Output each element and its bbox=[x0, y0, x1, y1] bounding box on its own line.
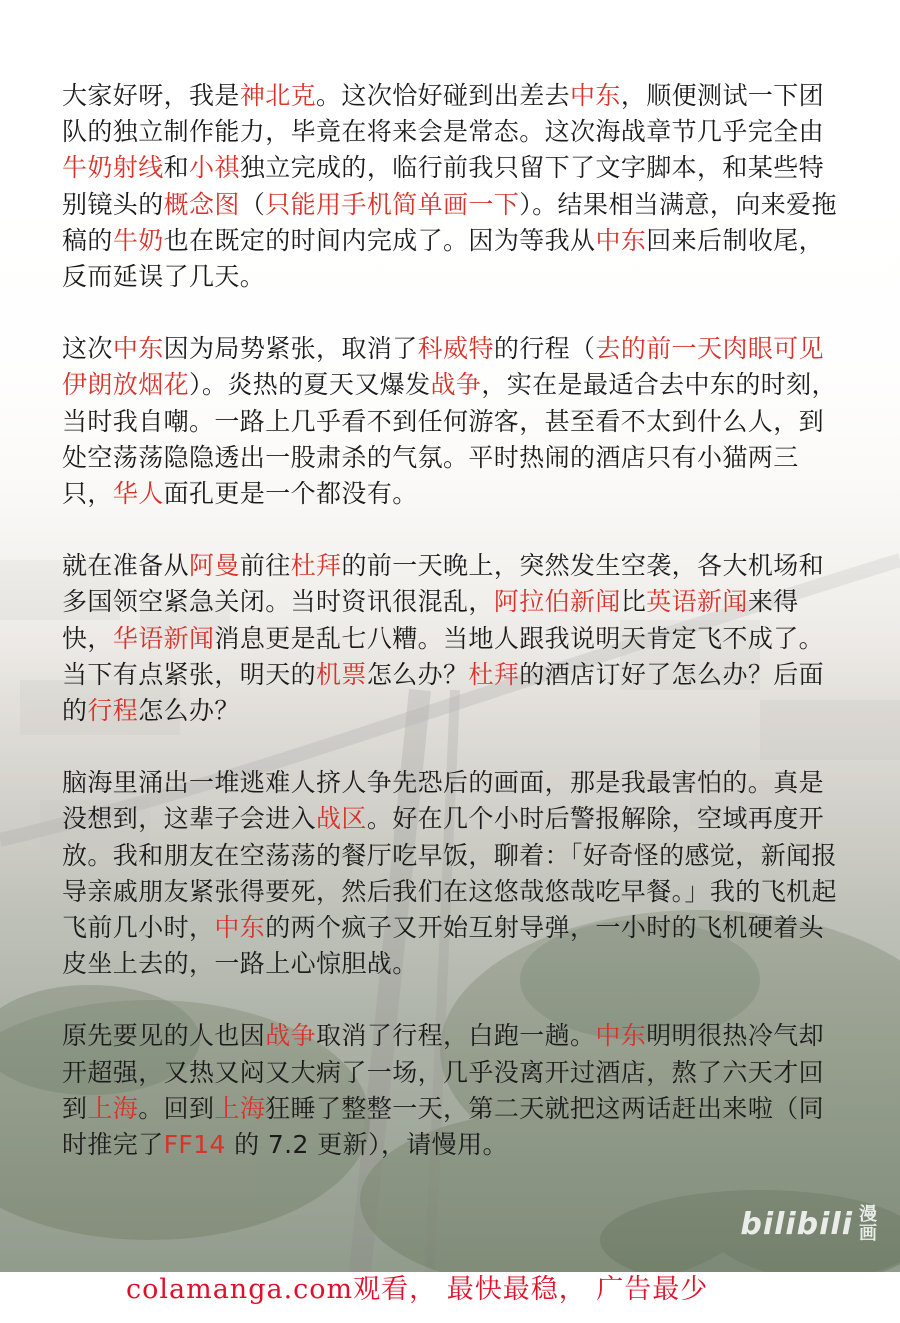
paragraph-2 bbox=[62, 331, 838, 512]
paragraph-1 bbox=[62, 78, 838, 295]
logo-wordmark: bilibili bbox=[740, 1206, 853, 1242]
text-segment: ，顺便测试一下团队的独立制作能力，毕竟在将来会是常态。这次海战章节几乎完全由 bbox=[62, 81, 825, 147]
text-segment: （ bbox=[239, 189, 266, 219]
text-segment: ）。炎热的夏天又爆发 bbox=[189, 370, 431, 400]
footer-ad-text: colamanga.com观看， 最快最稳， 广告最少 bbox=[126, 1274, 709, 1305]
highlighted-term: 华语新闻 bbox=[112, 623, 215, 653]
text-segment: 比 bbox=[620, 587, 647, 617]
logo-sub-2: 画 bbox=[859, 1223, 878, 1244]
highlighted-term: 概念图 bbox=[163, 189, 240, 219]
highlighted-term: 杜拜 bbox=[290, 551, 342, 581]
text-segment: 来得快， bbox=[62, 587, 799, 653]
text-segment: ）。结果相当满意，向来爱拖稿的 bbox=[62, 189, 837, 255]
afterword-text bbox=[62, 78, 838, 1199]
highlighted-term: 科威特 bbox=[417, 334, 494, 364]
paragraph-5 bbox=[62, 1018, 838, 1163]
highlighted-term: 中东 bbox=[112, 334, 164, 364]
text-segment: 因为局势紧张，取消了 bbox=[163, 334, 418, 364]
highlighted-term: 阿拉伯新闻 bbox=[493, 587, 621, 617]
highlighted-term: 机票 bbox=[316, 659, 367, 689]
text-segment: 的酒店订好了怎么办？后面的 bbox=[62, 659, 825, 726]
text-segment: 取消了行程，白跑一趟。 bbox=[316, 1021, 596, 1051]
text-segment: 回来后制收尾，反而延误了几天。 bbox=[62, 225, 825, 292]
bilibili-manga-logo bbox=[740, 1205, 878, 1243]
highlighted-term: 英语新闻 bbox=[646, 587, 748, 617]
text-segment: 就在准备从 bbox=[62, 551, 190, 581]
text-segment: 怎么办？ bbox=[138, 696, 240, 726]
highlighted-term: 阿曼 bbox=[189, 551, 240, 581]
highlighted-term: 中东 bbox=[214, 913, 266, 943]
highlighted-term: 小祺 bbox=[189, 153, 240, 183]
text-segment: 。好在几个小时后警报解除，空域再度开放。我和朋友在空荡荡的餐厅吃早饭，聊着：「好奇怪的感觉，新闻报导亲戚朋友紧张得要死，然后我们在这悠哉悠哉吃早餐。」我的飞机起飞前几小时， bbox=[62, 804, 837, 943]
text-segment: 脑海里涌出一堆逃难人挤人争先恐后的画面，那是我最害怕的。真是没想到，这辈子会进入 bbox=[62, 768, 825, 834]
highlighted-term: 战争 bbox=[430, 370, 482, 400]
highlighted-term: 牛奶射线 bbox=[62, 153, 164, 183]
highlighted-term: 战区 bbox=[316, 804, 367, 834]
highlighted-term: 华人 bbox=[112, 479, 164, 509]
text-segment: 狂睡了整整一天，第二天就把这两话赶出来啦（同时推完了 bbox=[62, 1093, 825, 1160]
highlighted-term: 牛奶 bbox=[112, 225, 164, 255]
text-segment: 独立完成的，临行前我只留下了文字脚本，和某些特别镜头的 bbox=[62, 153, 825, 219]
logo-sub bbox=[859, 1205, 878, 1243]
text-segment: 。这次恰好碰到出差去 bbox=[316, 81, 571, 110]
text-segment: 面孔更是一个都没有。 bbox=[163, 479, 418, 509]
text-segment: 的两个疯子又开始互射导弹，一小时的飞机硬着头皮坐上去的，一路上心惊胆战。 bbox=[62, 913, 825, 979]
highlighted-term: 中东 bbox=[570, 81, 621, 110]
text-segment: ，实在是最适合去中东的时刻，当时我自嘲。一路上几乎看不到任何游客，甚至看不太到什么人，到处空荡荡隐隐透出一股肃杀的气氛。平时热闹的酒店只有小猫两三只， bbox=[62, 370, 837, 509]
text-segment: 消息更是乱七八糟。当地人跟我说明天肯定飞不成了。当下有点紧张，明天的 bbox=[62, 623, 825, 689]
highlighted-term: 上海 bbox=[87, 1093, 139, 1123]
highlighted-term: 行程 bbox=[87, 696, 139, 726]
highlighted-term: 中东 bbox=[595, 1021, 647, 1051]
text-segment: 明明很热冷气却开超强，又热又闷又大病了一场，几乎没离开过酒店，熬了六天才回到 bbox=[62, 1021, 825, 1123]
paragraph-4 bbox=[62, 765, 838, 982]
text-segment: 怎么办？ bbox=[366, 659, 469, 689]
highlighted-term: FF14 bbox=[163, 1130, 226, 1160]
highlighted-term: 战争 bbox=[265, 1021, 317, 1051]
highlighted-term: 只能用手机简单画一下 bbox=[265, 189, 520, 219]
text-segment: 。回到 bbox=[138, 1093, 215, 1123]
text-segment: 和 bbox=[163, 153, 190, 183]
highlighted-term: 神北克 bbox=[239, 81, 317, 110]
highlighted-term: 去的前一天肉眼可见伊朗放烟花 bbox=[62, 334, 825, 400]
highlighted-term: 上海 bbox=[214, 1093, 266, 1123]
logo-sub-1: 漫 bbox=[859, 1204, 878, 1225]
text-segment: 这次 bbox=[62, 334, 113, 364]
text-segment: 的 7.2 更新），请慢用。 bbox=[225, 1130, 508, 1160]
text-segment: 也在既定的时间内完成了。因为等我从 bbox=[163, 225, 596, 255]
text-segment: 前往 bbox=[239, 551, 291, 581]
paragraph-3 bbox=[62, 548, 838, 729]
highlighted-term: 杜拜 bbox=[468, 659, 520, 689]
text-segment: 的行程（ bbox=[493, 334, 596, 364]
text-segment: 的前一天晚上，突然发生空袭，各大机场和多国领空紧急关闭。当时资讯很混乱， bbox=[62, 551, 825, 617]
text-segment: 原先要见的人也因 bbox=[62, 1021, 266, 1051]
text-segment: 大家好呀，我是 bbox=[62, 81, 240, 110]
highlighted-term: 中东 bbox=[595, 225, 647, 255]
